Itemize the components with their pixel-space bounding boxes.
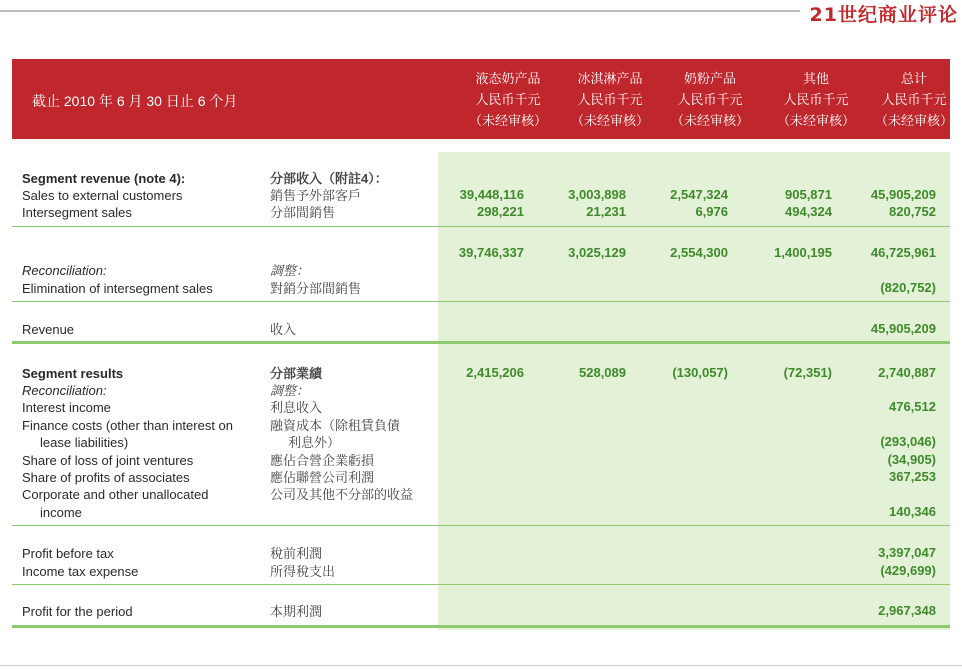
- brand-logo: 21世纪商业评论: [809, 4, 958, 26]
- cell-profit-total: 2,967,348: [878, 603, 936, 618]
- corporate-income-label-line2: income: [40, 505, 82, 520]
- period-label: 截止 2010 年 6 月 30 日止 6 个月: [32, 93, 238, 109]
- profit-period-label-cn: 本期利潤: [270, 604, 323, 619]
- col-header-others: [766, 68, 866, 131]
- figures-background: [438, 152, 950, 630]
- cell-interseg-total: 820,752: [889, 204, 936, 219]
- col-title: 液态奶产品: [475, 71, 541, 86]
- top-rule: [0, 10, 800, 12]
- col-unit: 人民币千元: [577, 92, 643, 107]
- col-audit: （未经审核）: [468, 113, 547, 128]
- cell-jv-total: (34,905): [887, 452, 936, 467]
- cell-sales-others: 905,871: [785, 187, 832, 202]
- cell-subtotal-powder: 2,554,300: [670, 245, 728, 260]
- associates-label: Share of profits of associates: [22, 470, 190, 485]
- col-header-total: [864, 68, 962, 131]
- profit-before-tax-label-cn: 稅前利潤: [270, 546, 323, 561]
- segment-revenue-label-cn: 分部收入（附註4）：: [270, 171, 388, 186]
- cell-pbt-total: 3,397,047: [878, 545, 936, 560]
- table-header: [12, 59, 953, 139]
- col-audit: （未经审核）: [874, 113, 953, 128]
- income-tax-label-cn: 所得稅支出: [270, 564, 336, 579]
- intersegment-label: Intersegment sales: [22, 205, 132, 220]
- interest-income-label-cn: 利息收入: [270, 400, 323, 415]
- cell-sales-icecream: 3,003,898: [568, 187, 626, 202]
- cell-results-total: 2,740,887: [878, 365, 936, 380]
- corporate-income-label-cn: 公司及其他不分部的收益: [270, 487, 414, 502]
- cell-associates-total: 367,253: [889, 469, 936, 484]
- cell-interseg-others: 494,324: [785, 204, 832, 219]
- col-title: 总计: [900, 71, 927, 86]
- jv-loss-label-cn: 應佔合營企業虧損: [270, 453, 375, 468]
- elimination-label: Elimination of intersegment sales: [22, 281, 213, 296]
- col-header-ice-cream: [560, 68, 660, 131]
- cell-tax-total: (429,699): [880, 563, 936, 578]
- cell-corporate-total: 140,346: [889, 504, 936, 519]
- jv-loss-label: Share of loss of joint ventures: [22, 453, 194, 468]
- cell-results-powder: (130,057): [672, 365, 728, 380]
- finance-costs-label-cn: 融資成本（除租賃負債: [270, 418, 401, 433]
- reconciliation-label-cn: 調整：: [270, 263, 310, 278]
- profit-before-tax-label: Profit before tax: [22, 546, 114, 561]
- cell-results-icecream: 528,089: [579, 365, 626, 380]
- cell-sales-liquid: 39,448,116: [459, 187, 524, 202]
- col-title: 冰淇淋产品: [577, 71, 643, 86]
- col-unit: 人民币千元: [783, 92, 849, 107]
- corporate-income-label: Corporate and other unallocated: [22, 487, 209, 502]
- bottom-rule: [0, 665, 962, 666]
- col-unit: 人民币千元: [677, 92, 743, 107]
- col-header-liquid-milk: [458, 68, 558, 131]
- cell-interest-total: 476,512: [889, 399, 936, 414]
- cell-interseg-liquid: 298,221: [477, 204, 524, 219]
- segment-results-label-cn: 分部業績: [270, 366, 323, 381]
- interest-income-label: Interest income: [22, 400, 111, 415]
- sales-external-label-cn: 銷售予外部客戶: [270, 188, 362, 203]
- cell-subtotal-icecream: 3,025,129: [568, 245, 626, 260]
- row-divider: [12, 301, 950, 302]
- cell-sales-total: 45,905,209: [870, 187, 936, 202]
- col-title: 其他: [802, 71, 829, 86]
- finance-costs-label-line2: lease liabilities): [40, 435, 129, 450]
- row-divider: [12, 525, 950, 526]
- row-divider: [12, 341, 950, 344]
- cell-subtotal-others: 1,400,195: [774, 245, 832, 260]
- associates-label-cn: 應佔聯營公司利潤: [270, 470, 375, 485]
- finance-costs-label: Finance costs (other than interest on: [22, 418, 234, 433]
- revenue-label-cn: 收入: [270, 322, 297, 337]
- revenue-label: Revenue: [22, 322, 75, 337]
- segment-revenue-label: Segment revenue (note 4):: [22, 171, 186, 186]
- cell-finance-total: (293,046): [880, 434, 936, 449]
- cell-subtotal-liquid: 39,746,337: [458, 245, 524, 260]
- col-title: 奶粉产品: [683, 71, 736, 86]
- elimination-label-cn: 對銷分部間銷售: [270, 281, 362, 296]
- finance-costs-label-cn-line2: 利息外）: [288, 435, 341, 450]
- col-header-milk-powder: [660, 68, 760, 131]
- cell-interseg-powder: 6,976: [695, 204, 728, 219]
- col-audit: （未经审核）: [776, 113, 855, 128]
- row-divider: [12, 584, 950, 585]
- sales-external-label: Sales to external customers: [22, 188, 183, 203]
- col-unit: 人民币千元: [475, 92, 541, 107]
- reconciliation-label: Reconciliation:: [22, 263, 107, 278]
- income-tax-label: Income tax expense: [22, 564, 139, 579]
- cell-elimination-total: (820,752): [880, 280, 936, 295]
- profit-period-label: Profit for the period: [22, 604, 133, 619]
- cell-sales-powder: 2,547,324: [670, 187, 728, 202]
- reconciliation-label-2: Reconciliation:: [22, 383, 107, 398]
- cell-results-others: (72,351): [783, 365, 832, 380]
- reconciliation-label-2-cn: 調整：: [270, 383, 310, 398]
- cell-interseg-icecream: 21,231: [586, 204, 626, 219]
- cell-subtotal-total: 46,725,961: [870, 245, 936, 260]
- cell-results-liquid: 2,415,206: [466, 365, 524, 380]
- row-divider: [12, 625, 950, 628]
- col-audit: （未经审核）: [570, 113, 649, 128]
- row-divider: [12, 226, 950, 227]
- cell-revenue-total: 45,905,209: [870, 321, 936, 336]
- intersegment-label-cn: 分部間銷售: [270, 205, 336, 220]
- segment-results-label: Segment results: [22, 366, 124, 381]
- col-audit: （未经审核）: [670, 113, 749, 128]
- col-unit: 人民币千元: [881, 92, 947, 107]
